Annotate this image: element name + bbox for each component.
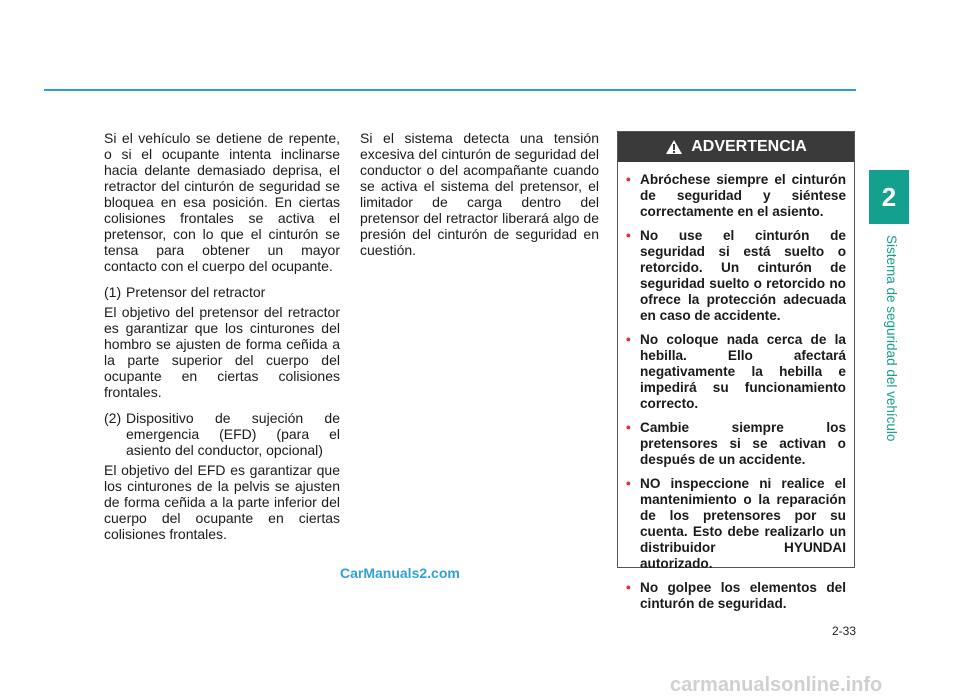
item-heading-2: [104, 410, 340, 458]
warning-list: [618, 162, 854, 612]
item-title: Dispositivo de sujeción de emergencia (EFD) (para el asiento del conductor, opcional): [126, 410, 340, 458]
item-number: (1): [104, 284, 122, 300]
item-body-1: El objetivo del pretensor del retractor es garantizar que los cinturones del hombro se ajusten de forma ceñida a la parte superior del cuerpo del ocupante en ciertas colisiones frontales.: [104, 304, 340, 400]
load-limiter-paragraph: Si el sistema detecta una tensión excesiva del cinturón de seguridad del conductor o del acompañante cuando se activa el sistema del pretensor, el limitador de carga dentro del pretensor del retractor liberará algo de presión del cinturón de seguridad en cuestión.: [360, 130, 599, 258]
bullet-icon: •: [626, 476, 631, 491]
item-heading-1: [104, 284, 340, 300]
bullet-icon: •: [626, 420, 631, 435]
warning-item: • No golpee los elementos del cinturón de seguridad.: [626, 580, 846, 611]
intro-paragraph: Si el vehículo se detiene de repente, o si el ocupante intenta inclinarse hacia delante demasiado deprisa, el retractor del cinturón de seguridad se bloquea en esa posición. En ciertas colisiones frontales se activa el pretensor, con lo que el cinturón se tensa para obtener un mayor contacto con el cuerpo del ocupante.: [104, 130, 340, 274]
chapter-number: 2: [881, 181, 897, 212]
column-1: [104, 130, 340, 552]
top-rule: [44, 89, 856, 91]
watermark-link-top[interactable]: CarManuals2.com: [340, 565, 460, 581]
watermark-bottom: carmanualsonline.info: [670, 674, 883, 696]
column-2: [360, 130, 599, 268]
warning-item: • Cambie siempre los pretensores si se activan o después de un accidente.: [626, 420, 846, 467]
item-title: Pretensor del retractor: [126, 284, 266, 300]
bullet-icon: •: [626, 332, 631, 347]
page-number: 2-33: [831, 624, 856, 638]
warning-item: • Abróchese siempre el cinturón de seguridad y siéntese correctamente en el asiento.: [626, 172, 846, 219]
warning-header: [618, 132, 854, 162]
warning-title: ADVERTENCIA: [691, 138, 807, 155]
warning-item: • No use el cinturón de seguridad si está suelto o retorcido. Un cinturón de seguridad suelto o retorcido no ofrece la protección adecuada en caso de accidente.: [626, 228, 846, 323]
chapter-number-tab: [869, 170, 909, 224]
warning-box: [617, 131, 855, 611]
bullet-icon: •: [626, 580, 631, 595]
warning-triangle-icon: [665, 139, 683, 155]
item-number: (2): [104, 410, 122, 426]
bullet-icon: •: [626, 172, 631, 187]
warning-item: • No coloque nada cerca de la hebilla. Ello afectará negativamente la hebilla e impedirá su funcionamiento correcto.: [626, 332, 846, 411]
item-body-2: El objetivo del EFD es garantizar que los cinturones de la pelvis se ajusten de forma ceñida a la parte inferior del cuerpo del ocupante en ciertas colisiones frontales.: [104, 462, 340, 542]
warning-item: • NO inspeccione ni realice el mantenimiento o la reparación de los pretensores por su cuenta. Esto debe realizarlo un distribuidor HYUNDAI autorizado.: [626, 476, 846, 571]
chapter-title: Sistema de seguridad del vehículo: [884, 235, 899, 442]
bullet-icon: •: [626, 228, 631, 243]
